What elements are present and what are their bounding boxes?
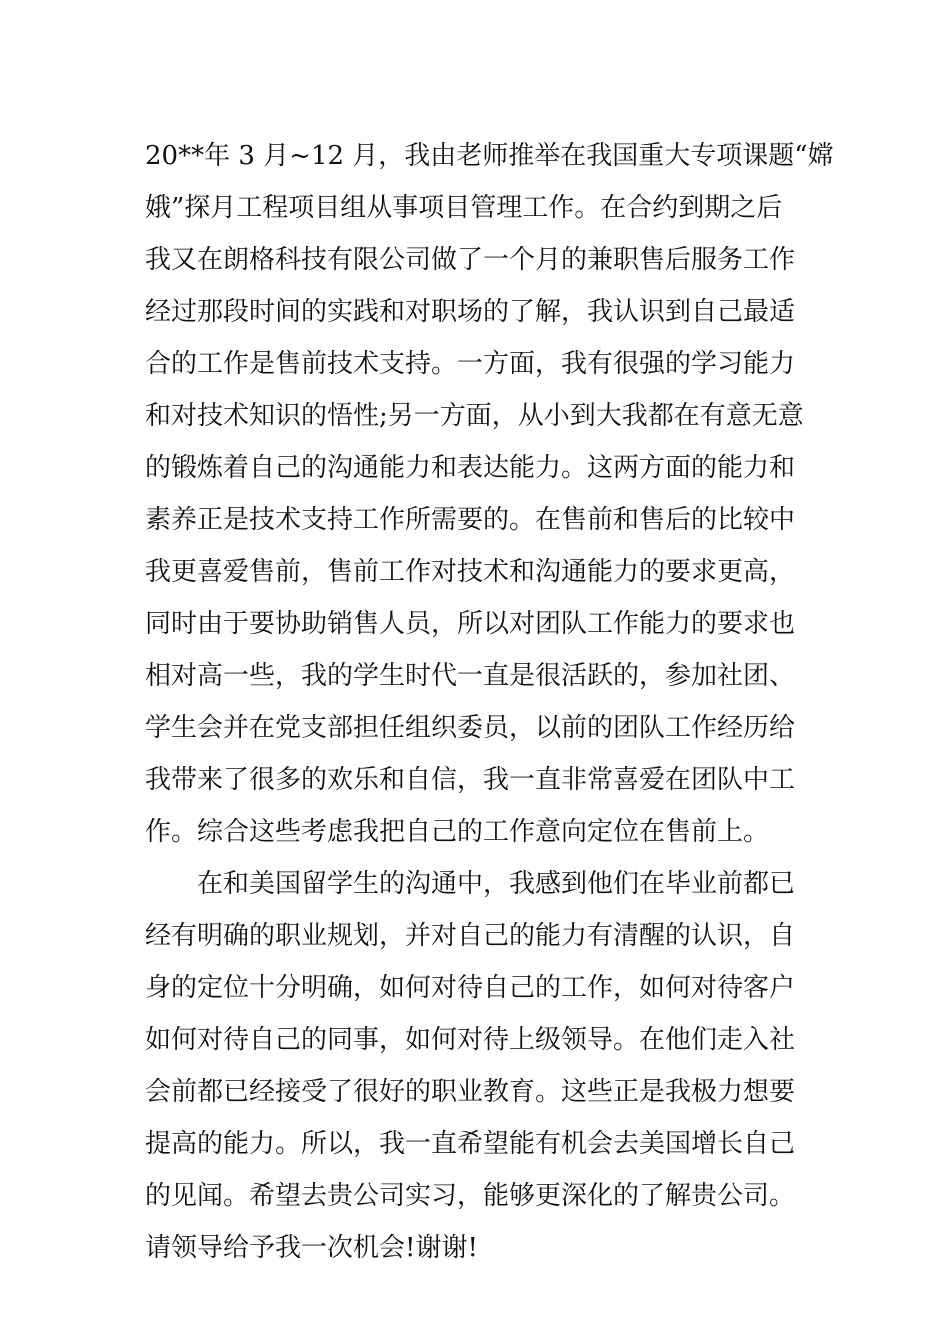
text-line: 和对技术知识的悟性;另一方面，从小到大我都在有意无意: [145, 401, 804, 431]
text-line: 作。综合这些考虑我把自己的工作意向定位在售前上。: [145, 817, 770, 847]
text-line: 我又在朗格科技有限公司做了一个月的兼职售后服务工作: [145, 245, 796, 275]
text-line: 会前都已经接受了很好的职业教育。这些正是我极力想要: [145, 1077, 796, 1107]
text-line: 相对高一些，我的学生时代一直是很活跃的，参加社团、: [145, 661, 796, 691]
text-line: 20**年 3 月~12 月，我由老师推举在我国重大专项课题“嫦: [145, 141, 834, 171]
document-body: [145, 130, 834, 1274]
text-line: 身的定位十分明确，如何对待自己的工作，如何对待客户: [145, 973, 796, 1003]
text-line: 素养正是技术支持工作所需要的。在售前和售后的比较中: [145, 505, 796, 535]
text-line: 娥”探月工程项目组从事项目管理工作。在合约到期之后: [145, 193, 783, 223]
text-line: 的锻炼着自己的沟通能力和表达能力。这两方面的能力和: [145, 453, 796, 483]
text-line: 的见闻。希望去贵公司实习，能够更深化的了解贵公司。: [145, 1181, 796, 1211]
text-line: 经有明确的职业规划，并对自己的能力有清醒的认识，自: [145, 921, 796, 951]
text-line: 如何对待自己的同事，如何对待上级领导。在他们走入社: [145, 1025, 796, 1055]
text-line: 我更喜爱售前，售前工作对技术和沟通能力的要求更高，: [145, 557, 796, 587]
text-line: 学生会并在党支部担任组织委员，以前的团队工作经历给: [145, 713, 796, 743]
text-line: 同时由于要协助销售人员，所以对团队工作能力的要求也: [145, 609, 796, 639]
text-line: 提高的能力。所以，我一直希望能有机会去美国增长自己: [145, 1129, 796, 1159]
text-line: 请领导给予我一次机会!谢谢!: [145, 1233, 478, 1263]
text-line: 合的工作是售前技术支持。一方面，我有很强的学习能力: [145, 349, 796, 379]
text-line: 我带来了很多的欢乐和自信，我一直非常喜爱在团队中工: [145, 765, 796, 795]
text-line: 在和美国留学生的沟通中，我感到他们在毕业前都已: [145, 869, 796, 899]
text-line: 经过那段时间的实践和对职场的了解，我认识到自己最适: [145, 297, 796, 327]
